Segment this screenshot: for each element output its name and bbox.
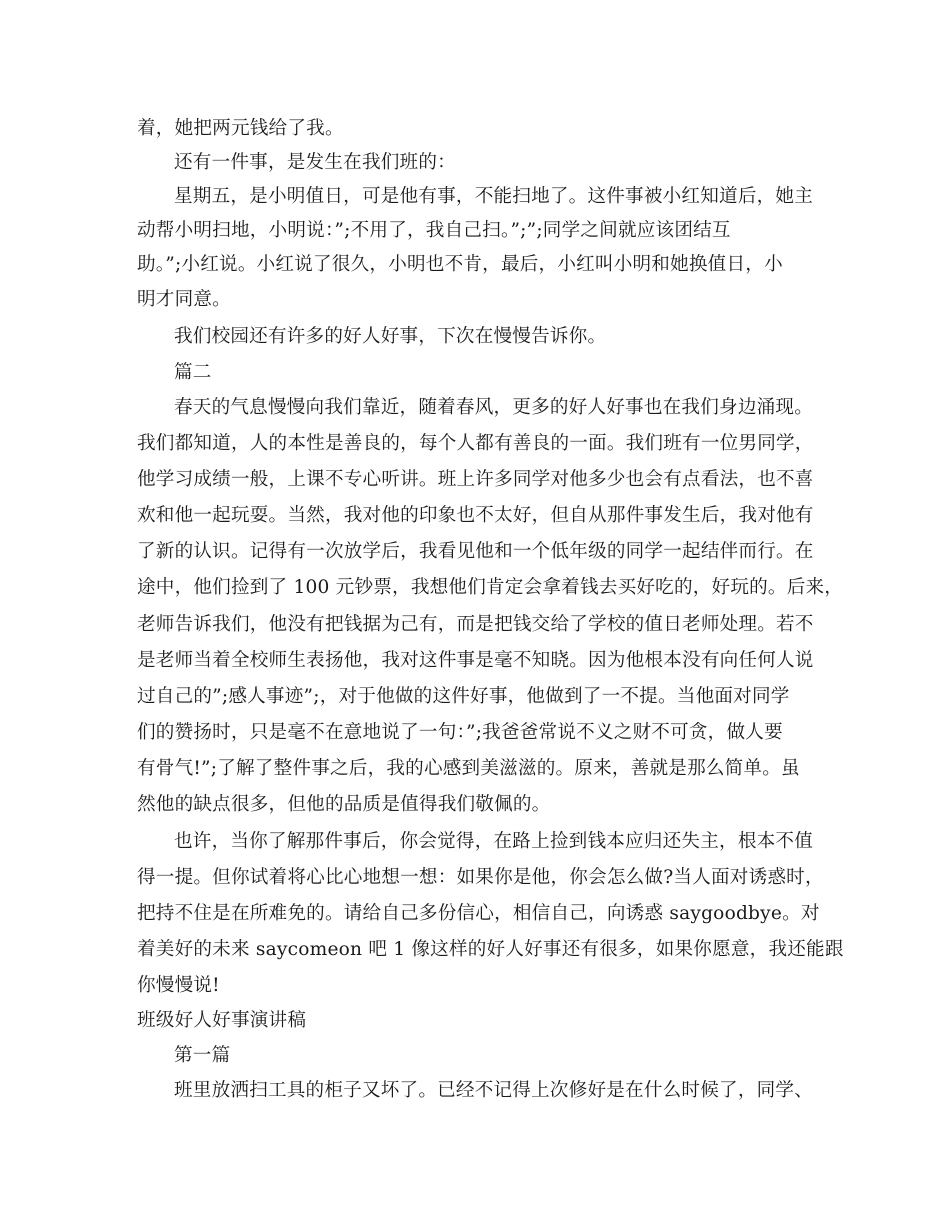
section-heading: 篇二	[174, 362, 212, 383]
text-line: 助。”;小红说。小红说了很久，小明也不肯，最后，小红叫小明和她换值日，小	[137, 254, 783, 275]
text-line: 班里放洒扫工具的柜子又坏了。已经不记得上次修好是在什么时候了，同学、	[174, 1080, 813, 1101]
text-line: 着美好的未来 saycomeon 吧 1 像这样的好人好事还有很多，如果你愿意，我还能跟	[137, 939, 844, 960]
text-line: 们的赞扬时，只是毫不在意地说了一句：”;我爸爸常说不义之财不可贪，做人要	[137, 722, 783, 743]
text-line: 动帮小明扫地，小明说：”;不用了，我自己扫。”;”;同学之间就应该团结互	[137, 220, 731, 241]
text-line: 我们校园还有许多的好人好事，下次在慢慢告诉你。	[174, 326, 607, 347]
text-line: 还有一件事，是发生在我们班的：	[174, 152, 456, 173]
text-line: 把持不住是在所难免的。请给自己多份信心，相信自己，向诱惑 saygoodbye。对	[137, 903, 820, 924]
section-heading: 第一篇	[174, 1045, 231, 1066]
text-line: 春天的气息慢慢向我们靠近，随着春风，更多的好人好事也在我们身边涌现。	[174, 397, 813, 418]
text-line: 明才同意。	[137, 289, 231, 310]
text-line: 欢和他一起玩耍。当然，我对他的印象也不太好，但自从那件事发生后，我对他有	[137, 505, 814, 526]
text-line: 着，她把两元钱给了我。	[137, 118, 344, 139]
text-line: 星期五，是小明值日，可是他有事，不能扫地了。这件事被小红知道后，她主	[174, 186, 813, 207]
document-title: 班级好人好事演讲稿	[137, 1010, 307, 1031]
text-line: 他学习成绩一般，上课不专心听讲。班上许多同学对他多少也会有点看法，也不喜	[137, 469, 814, 490]
text-line: 得一提。但你试着将心比心地想一想：如果你是他，你会怎么做?当人面对诱惑时，	[137, 867, 824, 888]
text-line: 有骨气!”;了解了整件事之后，我的心感到美滋滋的。原来，善就是那么简单。虽	[137, 758, 800, 779]
text-line: 然他的缺点很多，但他的品质是值得我们敬佩的。	[137, 794, 551, 815]
text-line: 了新的认识。记得有一次放学后，我看见他和一个低年级的同学一起结伴而行。在	[137, 541, 814, 562]
text-line: 途中，他们捡到了 100 元钞票，我想他们肯定会拿着钱去买好吃的，好玩的。后来，	[137, 577, 844, 598]
text-line: 过自己的”;感人事迹”;，对于他做的这件好事，他做到了一不提。当他面对同学	[137, 686, 790, 707]
text-line: 我们都知道，人的本性是善良的，每个人都有善良的一面。我们班有一位男同学，	[137, 433, 814, 454]
text-line: 你慢慢说!	[137, 975, 220, 996]
text-line: 老师告诉我们，他没有把钱据为己有，而是把钱交给了学校的值日老师处理。若不	[137, 614, 814, 635]
text-line: 是老师当着全校师生表扬他，我对这件事是毫不知晓。因为他根本没有向任何人说	[137, 650, 814, 671]
text-line: 也许，当你了解那件事后，你会觉得，在路上捡到钱本应归还失主，根本不值	[174, 831, 813, 852]
